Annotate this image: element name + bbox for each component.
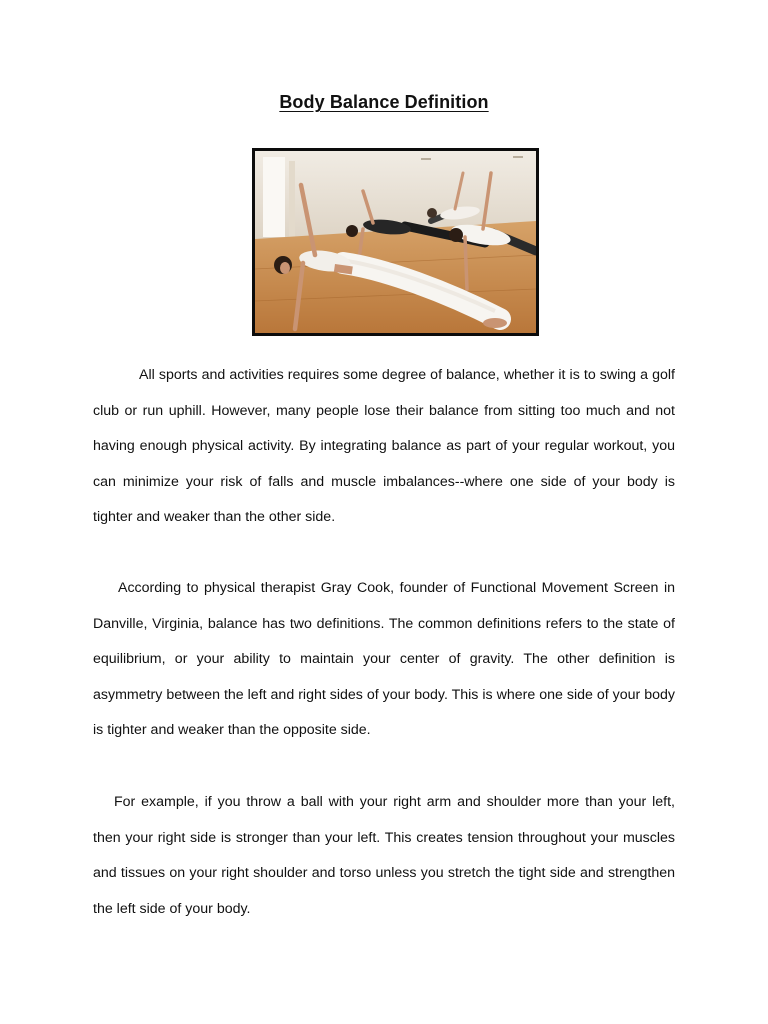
paragraph-3: For example, if you throw a ball with your right arm and shoulder more than your left, then your right side is stronger than your left. This creates tension throughout your muscles and tissues on your right shoulder and torso unless you stretch the tight side and strengthen the left side of your body. [93,794,675,917]
paragraph-2: According to physical therapist Gray Cook, founder of Functional Movement Screen in Danville, Virginia, balance has two definitions. The common definitions refers to the state of equilibrium, or your ability to maintain your center of gravity. The other definition is asymmetry between the left and right sides of your body. This is where one side of your body is tighter and weaker than the opposite side. [93,580,675,739]
yoga-side-plank-illustration [255,151,536,333]
paragraph-1: All sports and activities requires some degree of balance, whether it is to swing a golf club or run uphill. However, many people lose their balance from sitting too much and not having enough physical activity. By integrating balance as part of your regular workout, you can minimize your risk of falls and muscle imbalances--where one side of your body is tighter and weaker than the other side. [93,367,675,526]
yoga-photo [252,148,539,336]
page-title: Body Balance Definition [279,92,489,112]
